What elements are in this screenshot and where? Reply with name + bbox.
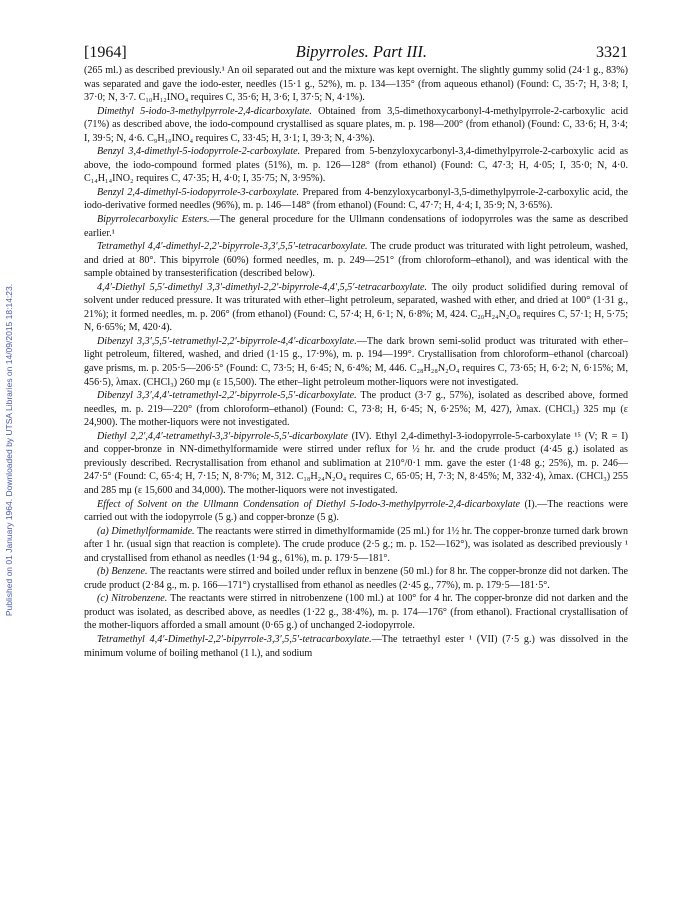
- paragraph: [84, 633, 628, 660]
- paragraph-heading: Dibenzyl 3,3′,5,5′-tetramethyl-2,2′-bipyrrole-4,4′-dicarboxylate.: [97, 335, 357, 347]
- paragraph-heading: Tetramethyl 4,4′-dimethyl-2,2′-bipyrrole-3,3′,5,5′-tetracarboxylate.: [97, 241, 368, 253]
- paragraph: [84, 64, 628, 105]
- paragraph: [84, 145, 628, 186]
- paragraph-text: Prepared from 4-benzyloxycarbonyl-3,5-dimethylpyrrole-2-carboxylic acid, the iodo-derivative formed needles (96%), m. p. 146—148° (from ethanol) (Found: C, 47·7; H, 4·4; I, 35·9; N, 3·65%).: [84, 186, 628, 212]
- paragraph-heading: Diethyl 2,2′,4,4′-tetramethyl-3,3′-bipyrrole-5,5′-dicarboxylate: [97, 430, 348, 442]
- paragraph: [84, 213, 628, 240]
- paragraph-heading: Effect of Solvent on the Ullmann Condensation of Diethyl 5-Iodo-3-methylpyrrole-2,4-dicarboxylate: [97, 498, 520, 510]
- paragraph-text: —The tetraethyl ester ¹ (VII) (7·5 g.) was dissolved in the minimum volume of boiling methanol (1 l.), and sodium: [84, 633, 628, 659]
- paragraph-heading: Benzyl 3,4-dimethyl-5-iodopyrrole-2-carboxylate.: [97, 146, 301, 158]
- paragraph-text: (265 ml.) as described previously.¹ An oil separated out and the mixture was kept overnight. The slightly gummy solid (24·1 g., 83%) was separated and gave the iodo-ester, needles (15·1 g., 52%), m. p. 134—135° (from aqueous ethanol) (Found: C, 35·7; H, 3·8; I, 37·0; N, 3·7. C₁₀H₁₂INO₄ requires C, 35·6; H, 3·6; I, 37·5; N, 4·1%).: [84, 65, 628, 104]
- paragraph-heading: Benzyl 2,4-dimethyl-5-iodopyrrole-3-carboxylate.: [97, 186, 300, 198]
- paragraph-text: Obtained from 3,5-dimethoxycarbonyl-4-methylpyrrole-2-carboxylic acid (71%) as described above, the iodo-compound crystallised as square plates, m. p. 198—200° (from ethanol) (Found: C, 33·6; H, 3·4; I, 39·5; N, 4·6. C₉H₁₀INO₄ requires C, 33·45; H, 3·1; I, 39·3; N, 4·3%).: [84, 105, 628, 144]
- paragraph-heading: (a) Dimethylformamide.: [97, 525, 195, 537]
- paragraph-text: —The general procedure for the Ullmann condensations of iodopyrroles was the same as described earlier.¹: [84, 214, 628, 239]
- paragraph-text: Prepared from 5-benzyloxycarbonyl-3,4-dimethylpyrrole-2-carboxylic acid as above, the iodo-compound formed plates (51%), m. p. 126—128° (from ethanol) (Found: C, 47·3; H, 4·05; I, 35·0; N, 4·0. C₁₄H₁₄INO₂ requires C, 47·35; H, 4·0; I, 35·75; N, 3·95%).: [84, 146, 628, 185]
- paragraph: [84, 240, 628, 281]
- paragraph-text: The crude product was triturated with light petroleum, washed, and dried at 80°. This bipyrrole (60%) formed needles, m. p. 249—251° (from chloroform–ethanol), and was identical with the sample obtained by transesterification (described below).: [84, 241, 629, 280]
- paragraph-heading: Tetramethyl 4,4′-Dimethyl-2,2′-bipyrrole-3,3′,5,5′-tetracarboxylate.: [97, 633, 372, 645]
- paragraph: [84, 565, 628, 592]
- paragraph-text: (IV). Ethyl 2,4-dimethyl-3-iodopyrrole-5-carboxylate ¹⁵ (V; R = I) and copper-bronze in NN-dimethylformamide were stirred under reflux for ½ hr. and the crude product (4·45 g.) isolated as previously described. Recrystallisation from ethanol and sublimation at 210°/0·1 mm. gave the ester (1·48 g.; 25%), m. p. 246—247·5° (Found: C, 65·4; H, 7·15; N, 8·7%; M, 312. C₁₈H₂₄N₂O₄ requires C, 65·05; H, 7·3; N, 8·45%; M, 332·4), λmax. (CHCl₃) 255 and 285 mμ (ε 15,600 and 34,000). The mother-liquors were not investigated.: [84, 430, 628, 496]
- header-year: [1964]: [84, 44, 127, 61]
- download-notice-text: Published on 01 January 1964. Downloaded by UTSA Libraries on 14/09/2015 18:14:23.: [4, 283, 14, 617]
- page-number: 3321: [596, 44, 628, 61]
- paragraph: [84, 105, 628, 146]
- page-header: [84, 42, 628, 64]
- paragraph-heading: (c) Nitrobenzene.: [97, 593, 168, 605]
- paragraph-heading: (b) Benzene.: [97, 566, 148, 578]
- paragraph-text: The product (3·7 g., 57%), isolated as described above, formed needles, m. p. 219—220° (from chloroform–ethanol) (Found: C, 73·8; H, 6·45; N, 6·25%; M, 427), λmax. (CHCl₃) 325 mμ (ε 24,900). The mother-liquors were not investigated.: [84, 390, 628, 429]
- article-body: [84, 64, 628, 660]
- paragraph-text: —The dark brown semi-solid product was triturated with ether–light petroleum, filtered, washed, and dried (1·15 g., 17·9%), m. p. 194—199°. Crystallisation from chloroform–ethanol (charcoal) gave prisms, m. p. 205·5—206·5° (Found: C, 73·5; H, 6·45; N, 6·4%; M, 446. C₂₈H₂₈N₂O₄ requires C, 73·65; H, 6·2; N, 6·15%; M, 456·5), λmax. (CHCl₃) 260 mμ (ε 15,500). The ether–light petroleum mother-liquors were not investigated.: [84, 335, 628, 388]
- download-notice: [2, 120, 16, 780]
- header-title: Bipyrroles. Part III.: [295, 42, 428, 61]
- paragraph-text: The reactants were stirred in nitrobenzene (100 ml.) at 100° for 4 hr. The copper-bronze did not darken and the product was isolated, as described above, as needles (1·22 g., 38·4%), m. p. 174—176° (from ethanol). Fractional crystallisation of the mother-liquors afforded a small amount (0·65 g.) of unchanged 2-iodopyrrole.: [84, 593, 629, 632]
- paragraph: [84, 430, 628, 498]
- paragraph: [84, 281, 628, 335]
- paragraph: [84, 498, 628, 525]
- paragraph: [84, 389, 628, 430]
- paragraph-text: (I).—The reactions were carried out with the iodopyrrole (5 g.) and copper-bronze (5 g).: [84, 498, 628, 524]
- paragraph-heading: Dibenzyl 3,3′,4,4′-tetramethyl-2,2′-bipyrrole-5,5′-dicarboxylate.: [97, 390, 357, 402]
- paragraph-text: The oily product solidified during removal of solvent under reduced pressure. It was triturated with ether–light petroleum, separated, washed with ether, and dried at 100° (1·31 g., 21%); it formed needles, m. p. 206° (from ethanol) (Found: C, 57·4; H, 6·1; N, 6·8%; M, 424. C₂₀H₂₄N₂O₈ requires C, 57·1; H, 5·75; N, 6·65%; M, 420·4).: [84, 281, 628, 334]
- paragraph: [84, 592, 628, 633]
- paragraph-text: The reactants were stirred in dimethylformamide (25 ml.) for 1½ hr. The copper-bronze turned dark brown after 1 hr. (usual sign that reaction is complete). The crude produce (2·5 g.; m. p. 152—162°), was isolated as described previously ¹ and crystallised from ethanol as needles (1·94 g., 61%), m. p. 179·5—181°.: [84, 525, 628, 564]
- paragraph: [84, 525, 628, 566]
- paragraph: [84, 186, 628, 213]
- paragraph-text: The reactants were stirred and boiled under reflux in benzene (50 ml.) for 8 hr. The copper-bronze did not darken. The crude product (2·84 g., m. p. 166—171°) crystallised from ethanol as needles (2·45 g., 77%), m. p. 179·5—181·5°.: [84, 566, 628, 591]
- paragraph-heading: Bipyrrolecarboxylic Esters.: [97, 214, 210, 226]
- paragraph: [84, 335, 628, 389]
- paragraph-heading: Dimethyl 5-iodo-3-methylpyrrole-2,4-dicarboxylate.: [97, 105, 312, 117]
- paragraph-heading: 4,4′-Diethyl 5,5′-dimethyl 3,3′-dimethyl-2,2′-bipyrrole-4,4′,5,5′-tetracarboxylate.: [97, 281, 428, 293]
